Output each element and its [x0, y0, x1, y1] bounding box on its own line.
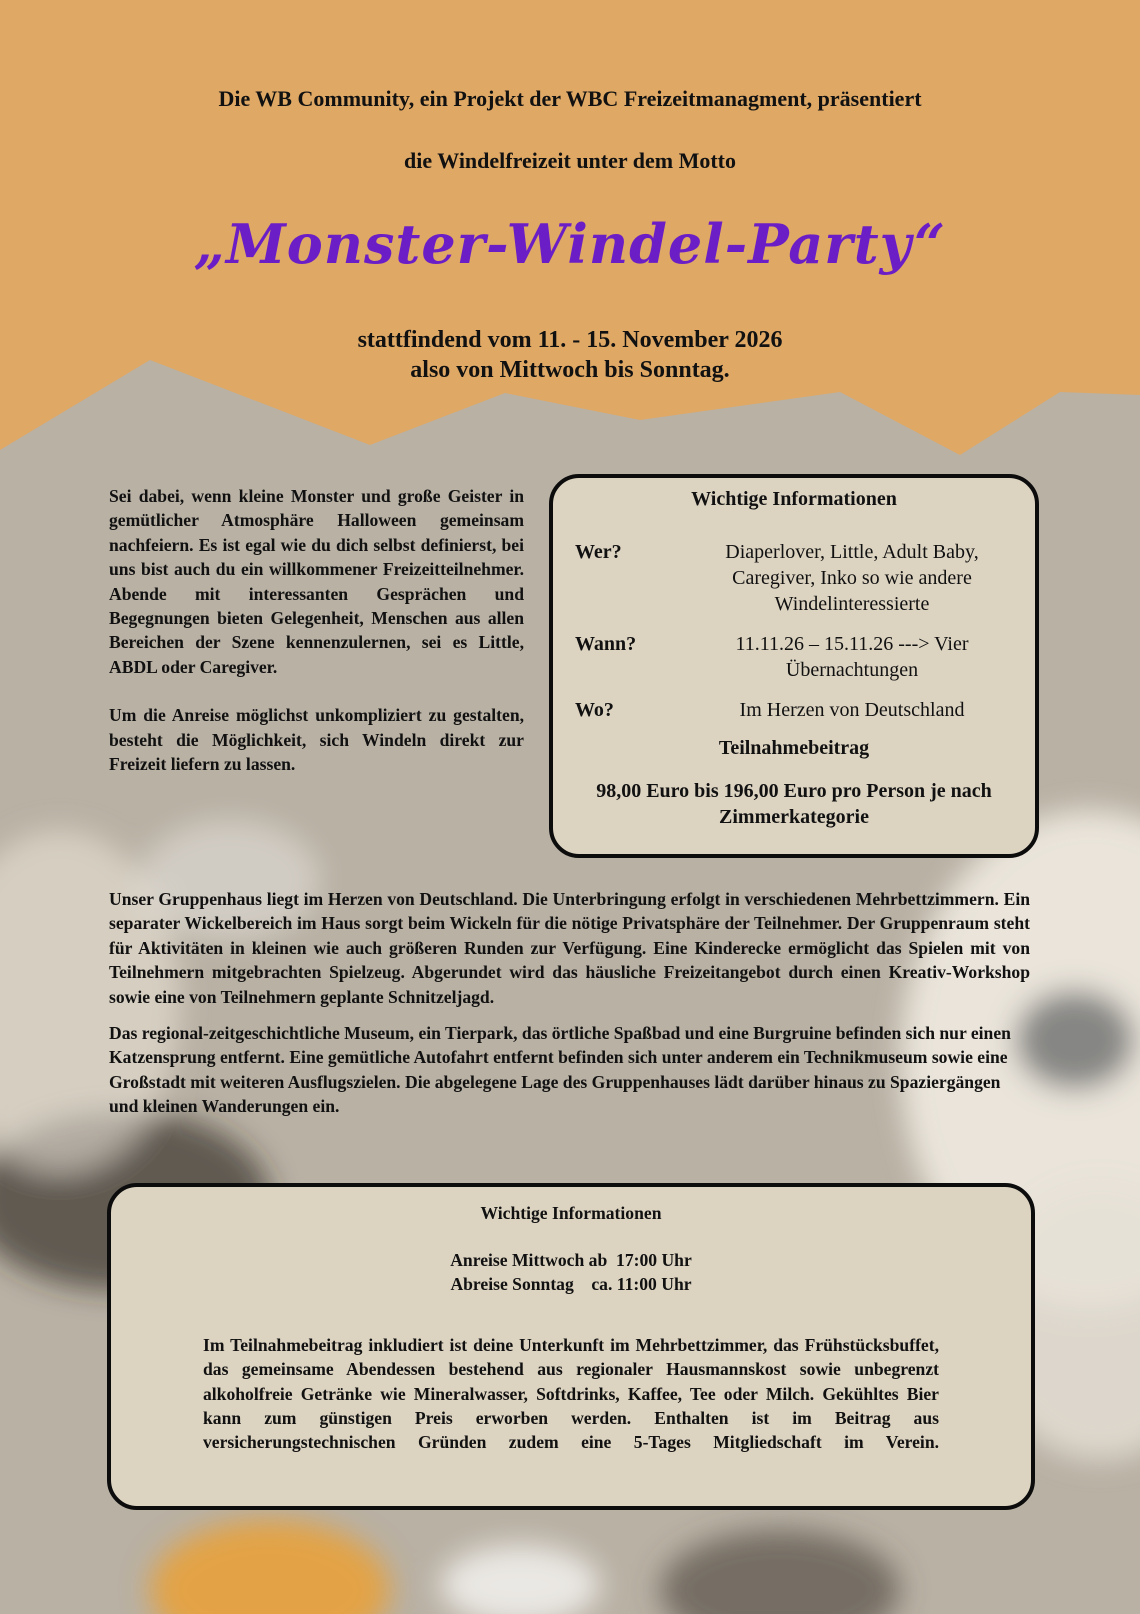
departure-time: Abreise Sonntag ca. 11:00 Uhr	[450, 1274, 692, 1295]
info-box-title: Wichtige Informationen	[691, 488, 897, 510]
intro-line: Die WB Community, ein Projekt der WBC Freizeitmanagment, präsentiert	[218, 86, 922, 111]
info-row-where	[575, 697, 1013, 723]
info-value-where: Im Herzen von Deutschland	[739, 699, 965, 721]
info-box-top	[549, 474, 1039, 858]
fee-label: Teilnahmebeitrag	[718, 737, 870, 759]
info-value-when: 11.11.26 – 15.11.26 ---> Vier Übernachtungen	[735, 633, 969, 681]
event-date: stattfindend vom 11. - 15. November 2026	[357, 327, 783, 353]
motto-line: die Windelfreizeit unter dem Motto	[404, 148, 736, 173]
included-services-paragraph: Im Teilnahmebeitrag inkludiert ist deine Unterkunft im Mehrbettzimmer, das Frühstücksbuffet, das gemeinsame Abendessen bestehend aus regionaler Hausmannskost sowie unbegrenzt alkoholfreie Getränke wie Mineralwasser, Softdrinks, Kaffee, Tee oder Milch. Gekühltes Bier kann zum günstigen Preis erworben werden. Enthalten ist im Beitrag aus versicherungstechnischen Gründen zudem eine 5-Tages Mitgliedschaft im Verein.	[203, 1334, 939, 1453]
info-value-who: Diaperlover, Little, Adult Baby, Caregiver, Inko so wie andere Windelinteressierte	[725, 541, 979, 615]
info-label-who: Wer?	[575, 541, 622, 563]
arrival-time: Anreise Mittwoch ab 17:00 Uhr	[450, 1250, 692, 1270]
accommodation-paragraph: Unser Gruppenhaus liegt im Herzen von Deutschland. Die Unterbringung erfolgt in verschiedenen Mehrbettzimmern. Ein separater Wickelbereich im Haus sorgt beim Wickeln für die nötige Privatsphäre der Teilnehmer. Der Gruppenraum steht für Aktivitäten in kleinen wie auch größeren Runden zur Verfügung. Eine Kinderecke ermöglicht das Spielen mit von Teilnehmern mitgebrachten Spielzeug. Abgerundet wird das häusliche Freizeitangebot durch einen Kreativ-Workshop sowie eine von Teilnehmern geplante Schnitzeljagd.	[109, 889, 1030, 1007]
event-weekdays: also von Mittwoch bis Sonntag.	[410, 357, 730, 383]
surroundings-paragraph: Das regional-zeitgeschichtliche Museum, ein Tierpark, das örtliche Spaßbad und eine Burgruine befinden sich nur einen Katzensprung entfernt. Eine gemütliche Autofahrt entfernt befinden sich unter anderem ein Technikmuseum sowie eine Großstadt mit weiteren Ausflugszielen. Die abgelegene Lage des Gruppenhauses lädt darüber hinaus zu Spaziergängen und kleinen Wanderungen ein.	[109, 1023, 1011, 1117]
main-text	[109, 887, 1030, 1131]
intro-paragraph: Sei dabei, wenn kleine Monster und große Geister in gemütlicher Atmosphäre Halloween gemeinsam nachfeiern. Es ist egal wie du dich selbst definierst, bei uns bist auch du ein willkommener Freizeitteilnehmer. Abende mit interessanten Gesprächen und Begegnungen bieten Gelegenheit, Menschen aus allen Bereichen der Szene kennenzulernen, sei es Little, ABDL oder Caregiver.	[109, 486, 524, 677]
fee-value: 98,00 Euro bis 196,00 Euro pro Person je nach Zimmerkategorie	[596, 780, 992, 828]
info-box-title: Wichtige Informationen	[480, 1203, 662, 1223]
info-label-where: Wo?	[575, 699, 614, 721]
info-box-bottom	[107, 1183, 1035, 1510]
info-row-when	[575, 631, 1013, 683]
delivery-paragraph: Um die Anreise möglichst unkompliziert zu gestalten, besteht die Möglichkeit, sich Windeln direkt zur Freizeit liefern zu lassen.	[109, 705, 524, 775]
event-title: „Monster-Windel-Party“	[193, 212, 947, 276]
info-label-when: Wann?	[575, 633, 637, 655]
info-row-who	[575, 539, 1013, 617]
intro-text-column	[109, 484, 524, 800]
